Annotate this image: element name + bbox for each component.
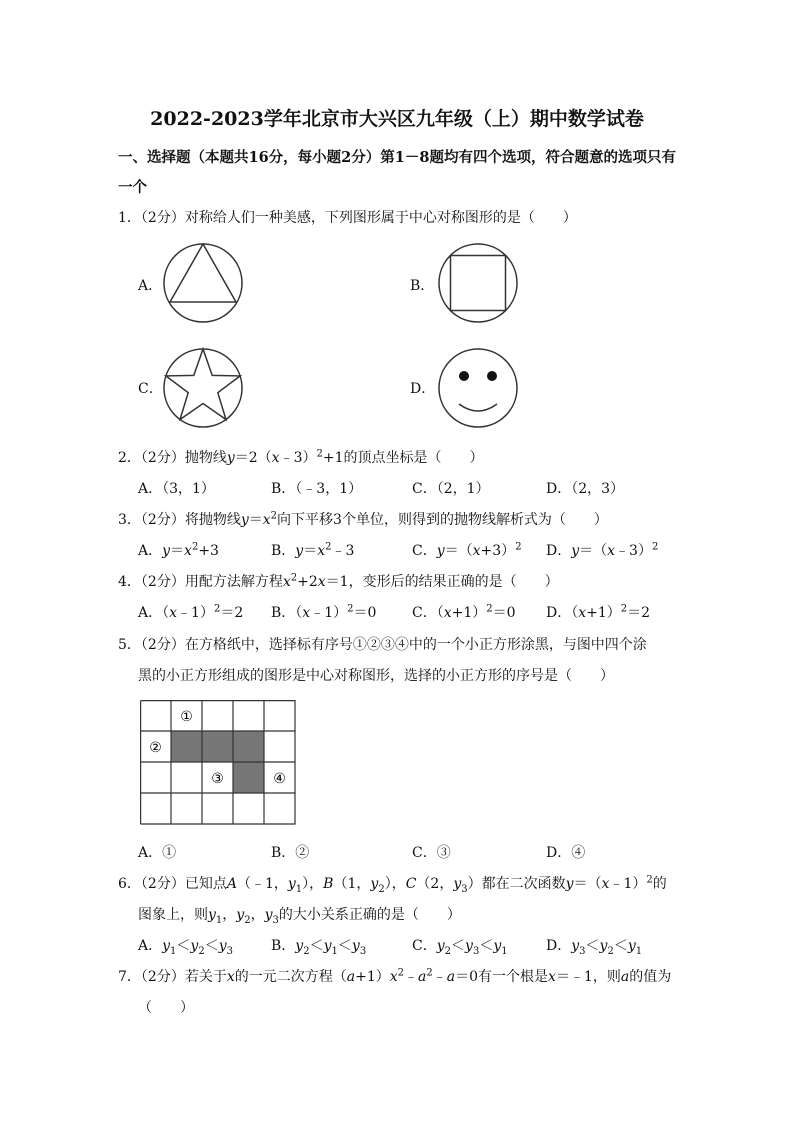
question-7-stem-line1: 7．（2分）若关于x的一元二次方程$(a+1)x^2﹣a^2﹣a=0$有一个根是x＝﹣1，则a的值为 <box>118 967 672 985</box>
q4-option-c: C．$(x+1)^2=0$ <box>412 603 516 621</box>
q1-option-a-label: A． <box>138 278 163 294</box>
q3-option-c: C．$y=(x+3)^2$ <box>412 541 522 559</box>
shaded-cell <box>233 762 264 793</box>
question-6-stem-line1: 6．（2分）已知点A（﹣1，$y_1$），B（1，$y_2$），C（2，$y_3$）都在二次函数y＝（x﹣1）$^2$的 <box>118 874 667 895</box>
q5-option-a: A．① <box>138 845 177 861</box>
circle-square-figure <box>437 242 519 324</box>
q2-option-c: C．（2，1） <box>412 481 490 497</box>
page-title: 2022-2023学年北京市大兴区九年级（上）期中数学试卷 <box>150 108 644 130</box>
question-4-stem: 4．（2分）用配方法解方程$x^2+2x=1$，变形后的结果正确的是（ ） <box>118 572 559 590</box>
q6-option-c: C．$y_2<y_3<y_1$ <box>412 938 508 957</box>
q3-option-b: B．$y=x^2﹣3$ <box>271 541 355 559</box>
q2-option-b: B．（﹣3，1） <box>271 481 363 497</box>
q6-option-a: A．$y_1<y_2<y_3$ <box>138 938 234 957</box>
question-1-stem: 1．（2分）对称给人们一种美感，下列图形属于中心对称图形的是（ ） <box>118 210 577 226</box>
question-5-stem-line2: 黑的小正方形组成的图形是中心对称图形，选择的小正方形的序号是（ ） <box>138 668 614 684</box>
q4-option-b: B．（x﹣1）$^2$＝0 <box>271 603 377 621</box>
q5-option-b: B．② <box>271 845 310 861</box>
question-3-stem: 3．（2分）将抛物线$y=x^2$向下平移3个单位，则得到的抛物线解析式为（ ） <box>118 510 608 528</box>
grid-label-2: ② <box>149 740 162 756</box>
circle-star-figure <box>162 347 244 429</box>
shaded-cell <box>171 731 202 762</box>
shaded-cell <box>202 731 233 762</box>
q4-option-d: D．$(x+1)^2=2$ <box>546 603 651 621</box>
q1-option-b-label: B． <box>410 278 435 294</box>
q4-option-a: A．（x﹣1）$^2$＝2 <box>138 603 244 621</box>
circle-triangle-figure <box>162 242 244 324</box>
question-7-stem-line2: （ ） <box>138 1000 194 1016</box>
q6-option-b: B．$y_2<y_1<y_3$ <box>271 938 367 957</box>
q6-option-d: D．$y_3<y_2<y_1$ <box>546 938 643 957</box>
q2-option-d: D．（2，3） <box>546 481 625 497</box>
q2-option-a: A．（3，1） <box>138 481 215 497</box>
q5-option-c: C．③ <box>412 845 451 861</box>
question-5-stem-line1: 5．（2分）在方格纸中，选择标有序号①②③④中的一个小正方形涂黑，与图中四个涂 <box>118 637 647 653</box>
q1-option-d-label: D． <box>410 381 436 397</box>
shaded-cell <box>233 731 264 762</box>
shaded-grid-figure <box>140 700 298 826</box>
smiley-face-figure <box>437 347 519 429</box>
q5-option-d: D．④ <box>546 845 586 861</box>
grid-label-3: ③ <box>211 771 224 787</box>
section-heading-line1: 一、选择题（本题共16分，每小题2分）第1－8题均有四个选项，符合题意的选项只有 <box>118 149 676 166</box>
section-heading-line2: 一个 <box>118 179 147 196</box>
grid-label-4: ④ <box>273 771 286 787</box>
question-2-stem: 2．（2分）抛物线y＝2（x﹣3）$^2$+1的顶点坐标是（ ） <box>118 448 484 466</box>
question-6-stem-line2: 图象上，则$y_1$，$y_2$，$y_3$的大小关系正确的是（ ） <box>138 907 461 926</box>
q3-option-d: D．y＝（x﹣3）$^2$ <box>546 541 659 559</box>
q1-option-c-label: C． <box>138 381 163 397</box>
q3-option-a: A．$y=x^2+3$ <box>138 541 219 559</box>
grid-label-1: ① <box>180 709 193 725</box>
